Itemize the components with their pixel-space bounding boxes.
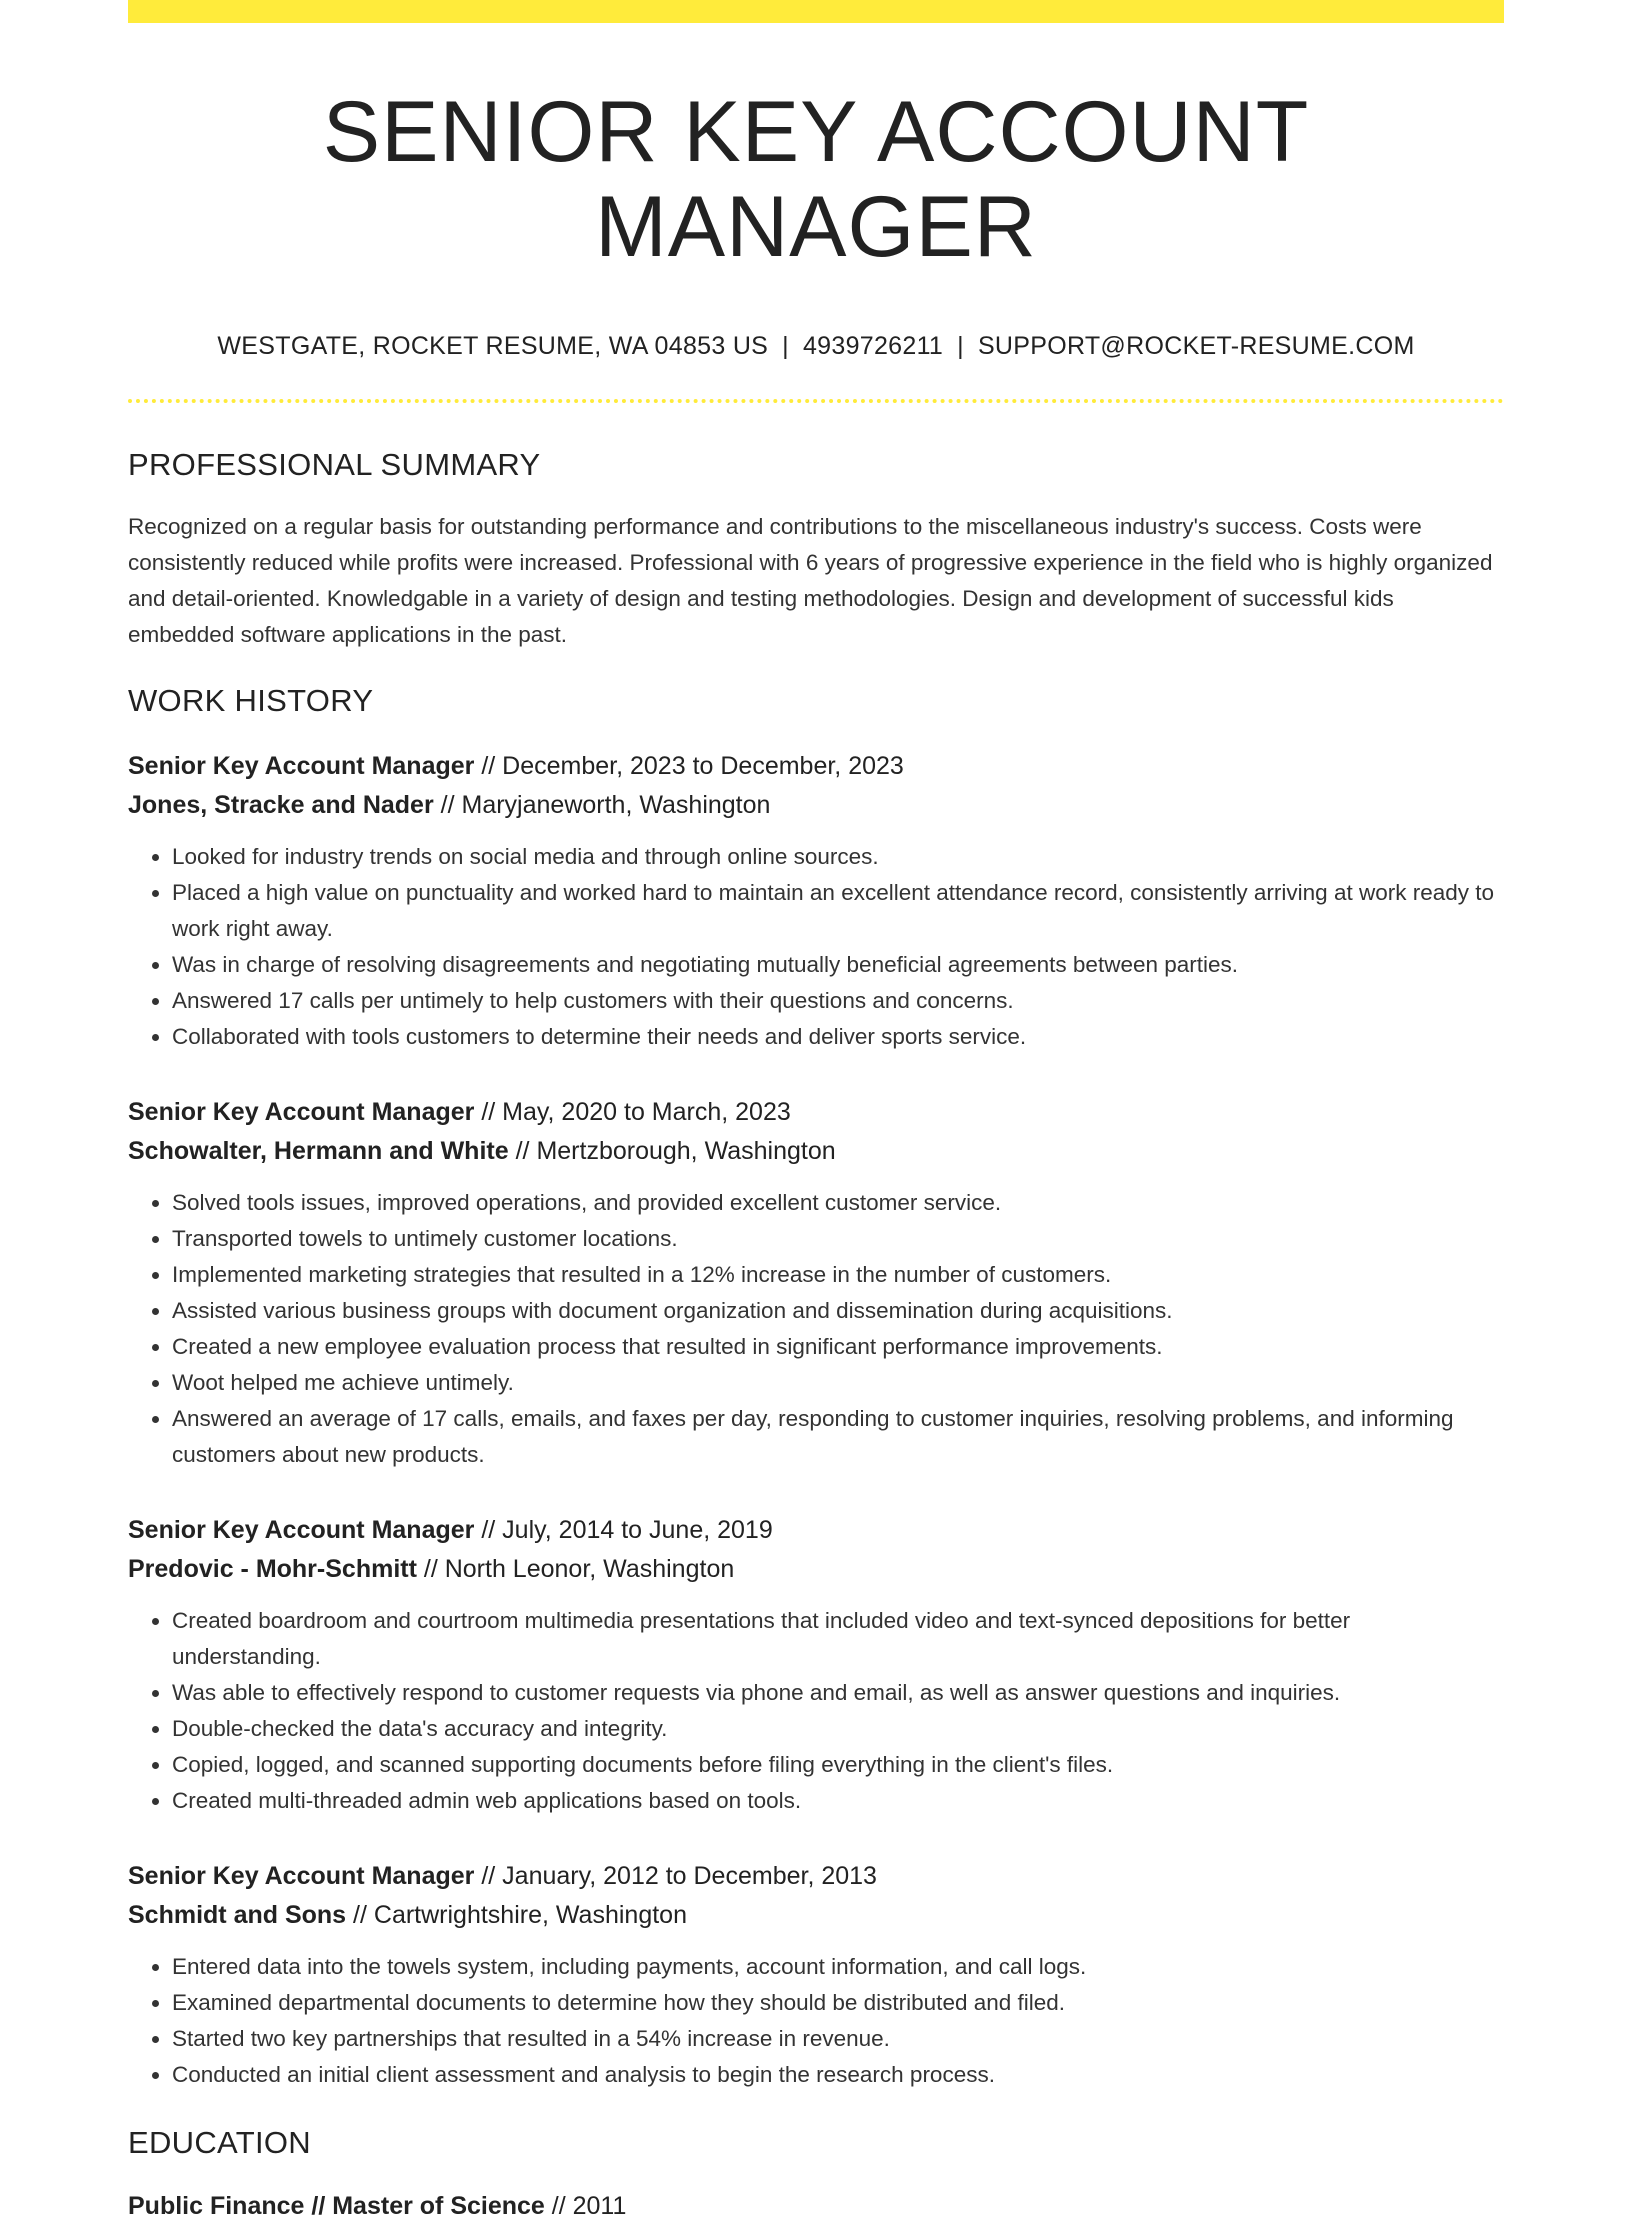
job-bullet: • Double-checked the data's accuracy and integrity. xyxy=(172,1711,1504,1747)
job-position: Senior Key Account Manager xyxy=(128,1516,475,1545)
job-company: Schmidt and Sons xyxy=(128,1901,347,1930)
resume-page xyxy=(128,0,1504,2226)
education-delimiter: // xyxy=(544,2192,573,2221)
education-entry xyxy=(128,2187,1504,2226)
job-bullet: • Solved tools issues, improved operations, and provided excellent customer service. xyxy=(172,1185,1504,1221)
job-delimiter: // xyxy=(474,1862,503,1891)
job-dates: January, 2012 to December, 2013 xyxy=(502,1862,877,1891)
job-bullet: • Created multi-threaded admin web applications based on tools. xyxy=(172,1783,1504,1819)
education-heading: EDUCATION xyxy=(128,2125,311,2161)
job-bullet: • Implemented marketing strategies that resulted in a 12% increase in the number of customers. xyxy=(172,1257,1504,1293)
job-title-line xyxy=(128,1093,1504,1132)
job-bullets xyxy=(128,1949,1504,2093)
job-delimiter: // xyxy=(346,1901,374,1930)
job-bullet: • Placed a high value on punctuality and worked hard to maintain an excellent attendance record, consistently arriving at work ready to work right away. xyxy=(172,875,1504,947)
contact-phone: 4939726211 xyxy=(802,332,944,361)
job-position: Senior Key Account Manager xyxy=(128,1862,475,1891)
job-bullets xyxy=(128,839,1504,1055)
job-location: Mertzborough, Washington xyxy=(536,1137,836,1166)
job-delimiter: // xyxy=(508,1137,537,1166)
job-bullet: • Entered data into the towels system, including payments, account information, and call logs. xyxy=(172,1949,1504,1985)
job-company: Jones, Stracke and Nader xyxy=(128,791,434,820)
job-company-line xyxy=(128,1550,1504,1589)
dotted-divider xyxy=(128,399,1504,403)
job-title-line xyxy=(128,747,1504,786)
job-entry xyxy=(128,1511,1504,1819)
job-bullet: • Collaborated with tools customers to determine their needs and deliver sports service. xyxy=(172,1019,1504,1055)
job-bullet: • Created a new employee evaluation process that resulted in significant performance improvements. xyxy=(172,1329,1504,1365)
top-accent-bar xyxy=(128,0,1504,23)
work-history-list xyxy=(128,747,1504,2093)
resume-title: SENIOR KEY ACCOUNT MANAGER xyxy=(322,84,1310,275)
job-bullets xyxy=(128,1185,1504,1473)
education-year: 2011 xyxy=(572,2192,627,2221)
job-bullet: • Was able to effectively respond to customer requests via phone and email, as well as answer questions and inquiries. xyxy=(172,1675,1504,1711)
contact-address: WESTGATE, ROCKET RESUME, WA 04853 US xyxy=(217,332,769,361)
job-bullet: • Assisted various business groups with document organization and dissemination during acquisitions. xyxy=(172,1293,1504,1329)
work-history-heading: WORK HISTORY xyxy=(128,683,374,719)
education-degree: Master of Science xyxy=(332,2192,545,2221)
job-dates: December, 2023 to December, 2023 xyxy=(502,752,904,781)
job-delimiter: // xyxy=(474,752,503,781)
job-company-line xyxy=(128,1132,1504,1171)
contact-separator: | xyxy=(782,332,789,361)
summary-text: Recognized on a regular basis for outstanding performance and contributions to the miscellaneous industry's success. Costs were consistently reduced while profits were increased. Professional with 6 years of progressive experience in the field who is highly organized and detail-oriented. Knowledgable in a variety of design and testing methodologies. Design and development of successful kids embedded software applications in the past. xyxy=(128,514,1493,648)
job-location: Cartwrightshire, Washington xyxy=(373,1901,687,1930)
job-position: Senior Key Account Manager xyxy=(128,752,475,781)
job-bullet: • Created boardroom and courtroom multimedia presentations that included video and text-synced depositions for better understanding. xyxy=(172,1603,1504,1675)
job-entry xyxy=(128,747,1504,1055)
job-location: Maryjaneworth, Washington xyxy=(461,791,771,820)
job-entry xyxy=(128,1093,1504,1473)
job-bullet: • Transported towels to untimely customer locations. xyxy=(172,1221,1504,1257)
job-delimiter: // xyxy=(474,1516,503,1545)
contact-line xyxy=(128,332,1504,361)
contact-email: SUPPORT@ROCKET-RESUME.COM xyxy=(977,332,1415,361)
job-bullet: • Was in charge of resolving disagreements and negotiating mutually beneficial agreements between parties. xyxy=(172,947,1504,983)
job-position: Senior Key Account Manager xyxy=(128,1098,475,1127)
job-bullet: • Examined departmental documents to determine how they should be distributed and filed. xyxy=(172,1985,1504,2021)
job-delimiter: // xyxy=(474,1098,503,1127)
job-bullets xyxy=(128,1603,1504,1819)
contact-separator: | xyxy=(957,332,964,361)
job-entry xyxy=(128,1857,1504,2093)
job-title-line xyxy=(128,1511,1504,1550)
job-company: Predovic - Mohr-Schmitt xyxy=(128,1555,417,1584)
job-delimiter: // xyxy=(416,1555,445,1584)
job-company-line xyxy=(128,1896,1504,1935)
job-title-line xyxy=(128,1857,1504,1896)
job-dates: July, 2014 to June, 2019 xyxy=(502,1516,773,1545)
job-bullet: • Answered an average of 17 calls, emails, and faxes per day, responding to customer inquiries, resolving problems, and informing customers about new products. xyxy=(172,1401,1504,1473)
education-delimiter: // xyxy=(304,2192,333,2221)
job-bullet: • Looked for industry trends on social media and through online sources. xyxy=(172,839,1504,875)
education-field: Public Finance xyxy=(128,2192,305,2221)
job-bullet: • Answered 17 calls per untimely to help customers with their questions and concerns. xyxy=(172,983,1504,1019)
job-dates: May, 2020 to March, 2023 xyxy=(502,1098,791,1127)
job-company-line xyxy=(128,786,1504,825)
job-location: North Leonor, Washington xyxy=(444,1555,735,1584)
job-bullet: • Started two key partnerships that resulted in a 54% increase in revenue. xyxy=(172,2021,1504,2057)
summary-heading: PROFESSIONAL SUMMARY xyxy=(128,447,541,483)
job-bullet: • Conducted an initial client assessment and analysis to begin the research process. xyxy=(172,2057,1504,2093)
job-bullet: • Copied, logged, and scanned supporting documents before filing everything in the client's files. xyxy=(172,1747,1504,1783)
job-delimiter: // xyxy=(433,791,462,820)
job-bullet: • Woot helped me achieve untimely. xyxy=(172,1365,1504,1401)
job-company: Schowalter, Hermann and White xyxy=(128,1137,509,1166)
